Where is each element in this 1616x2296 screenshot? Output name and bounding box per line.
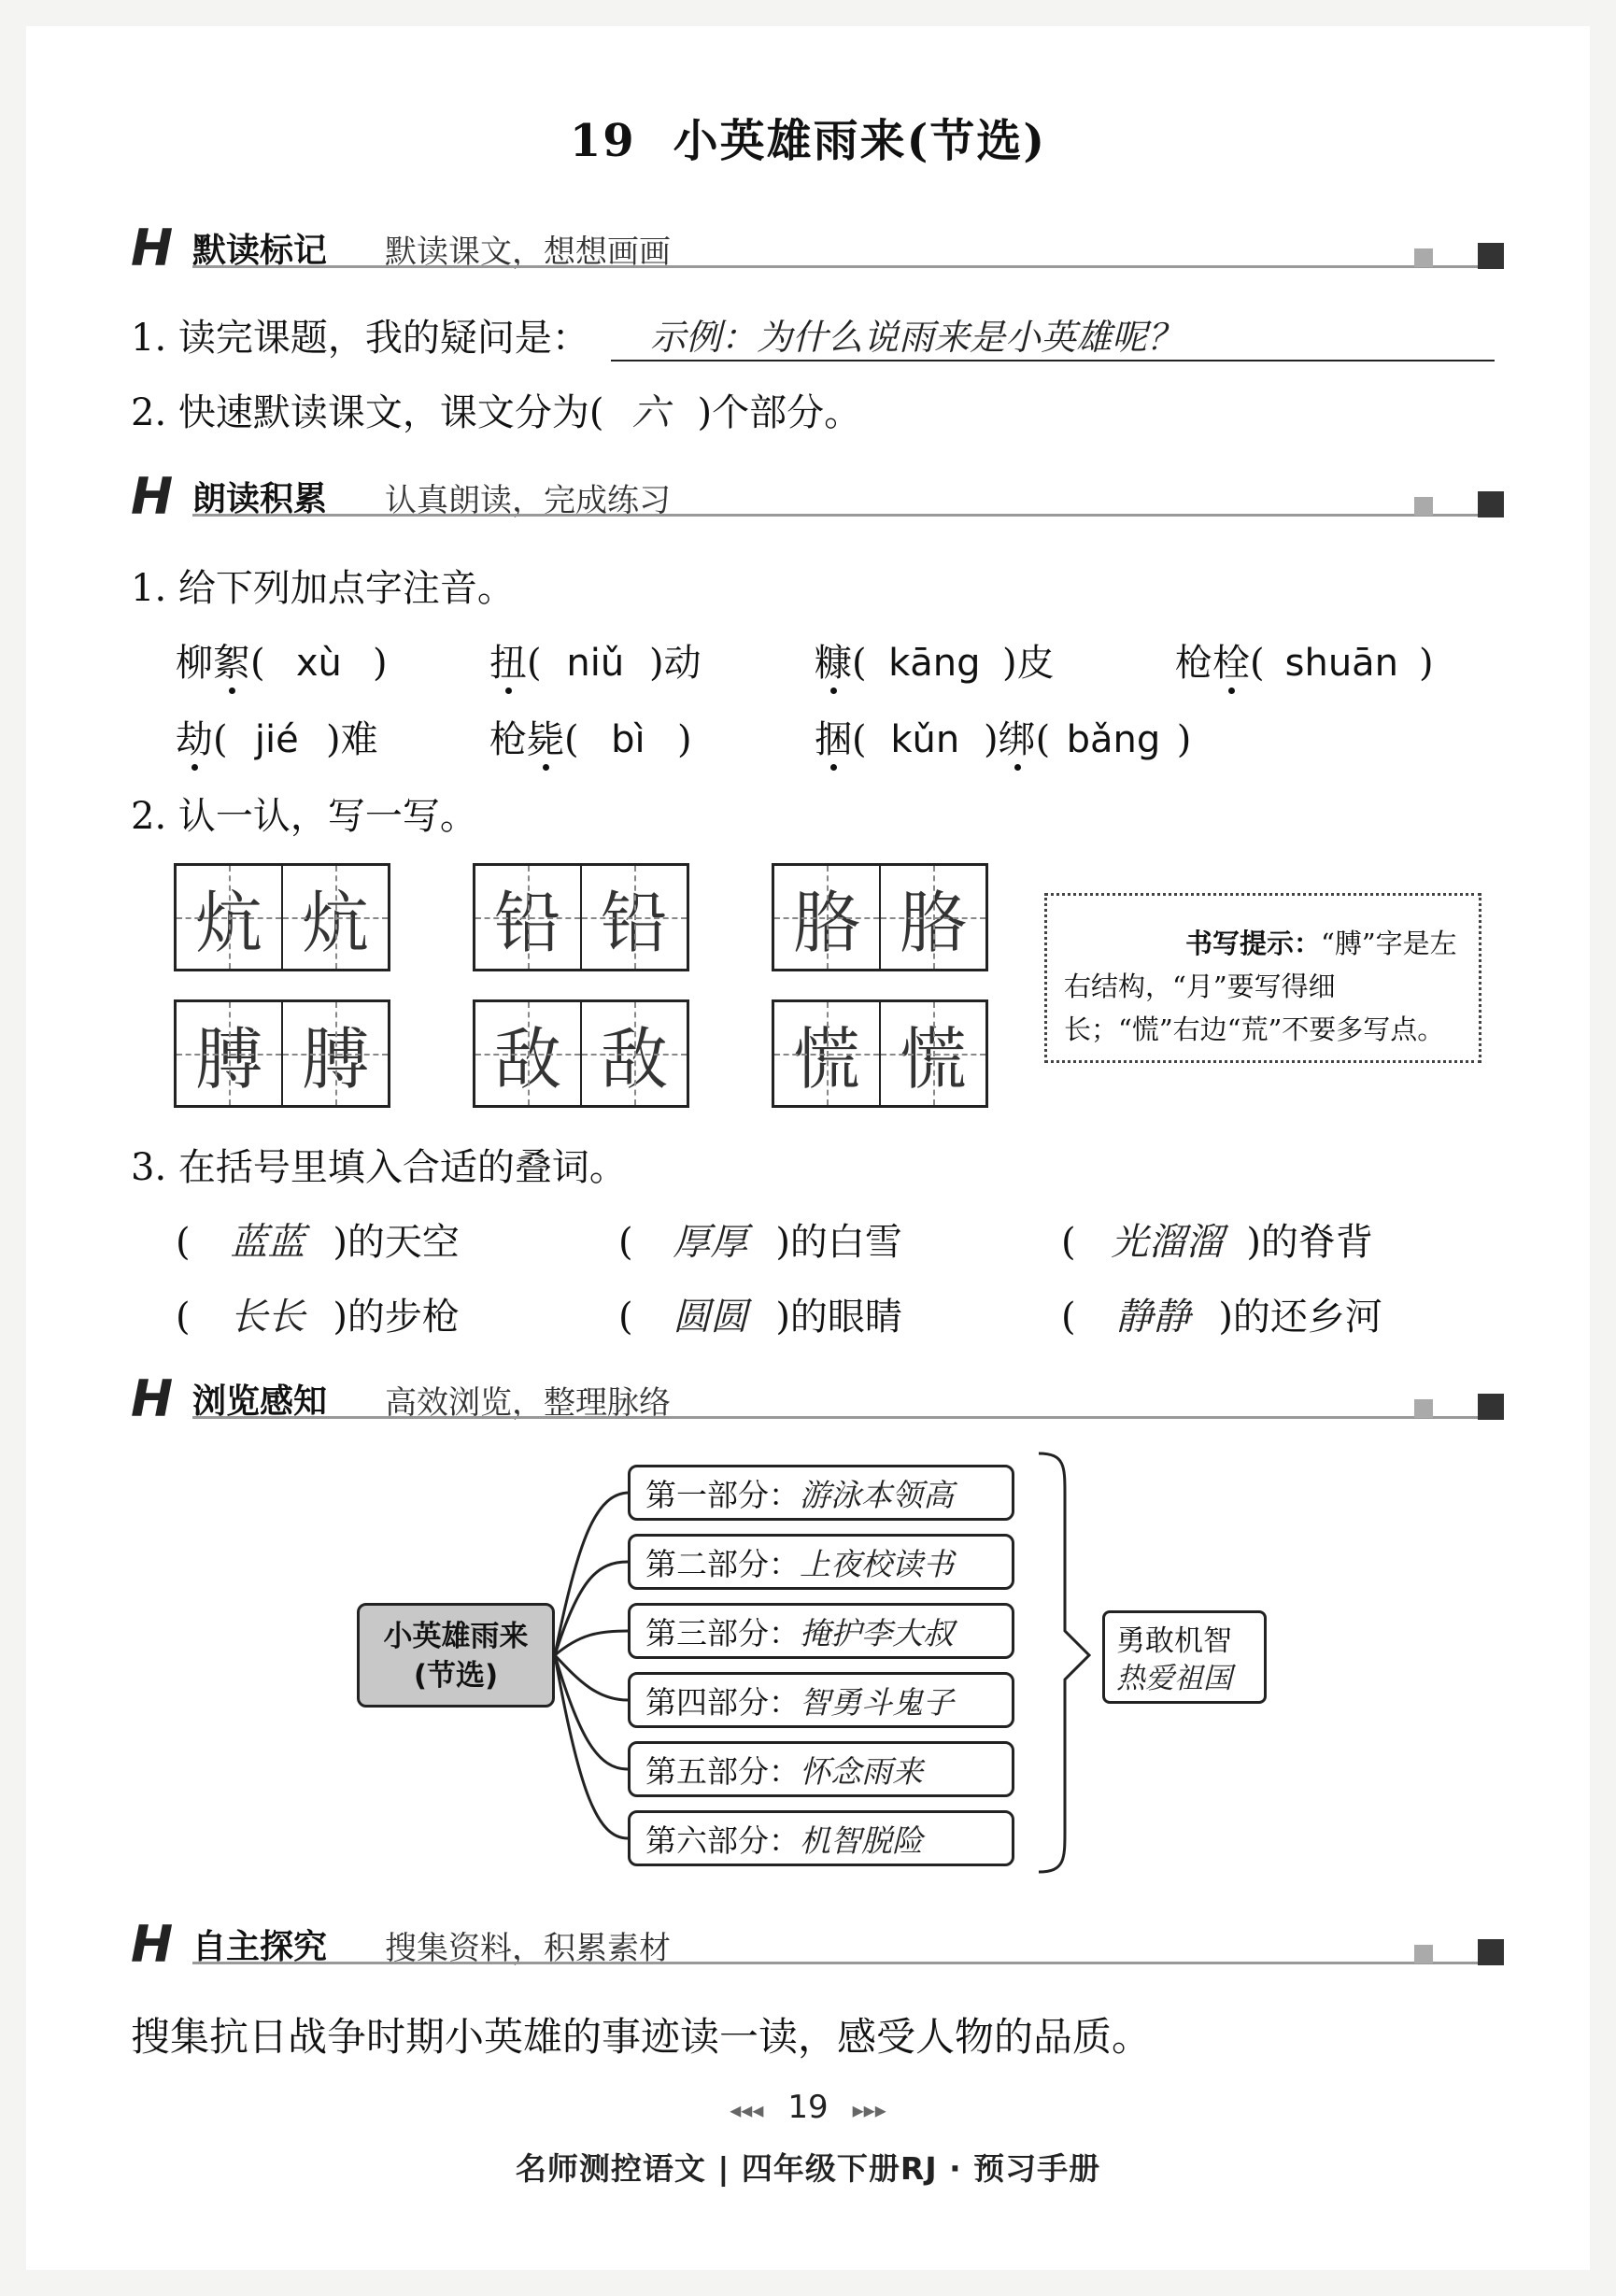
reduplication-answer[interactable]: 厚厚 — [673, 1221, 748, 1264]
char-grid[interactable]: 铅 铅 — [473, 863, 689, 971]
next-arrows-icon: ▸▸▸ — [852, 2097, 886, 2123]
writing-question-label: 2. 认一认，写一写。 — [131, 795, 477, 838]
mindmap-part-node: 第一部分：游泳本领高 — [628, 1465, 1014, 1521]
mindmap-summary-node[interactable]: 勇敢机智 热爱祖国 — [1102, 1610, 1267, 1704]
reduplication-item: ( 厚厚 )的白雪 — [618, 1212, 902, 1266]
pinyin-item: 糠( kāng )皮 — [815, 633, 1055, 687]
explore-task-text: 搜集抗日战争时期小英雄的事迹读一读，感受人物的品质。 — [131, 2014, 1152, 2060]
section-title: 浏览感知 — [192, 1382, 328, 1421]
page-number-bar — [0, 2089, 1616, 2126]
section-header-explore — [131, 1911, 1504, 1974]
section-subtitle: 认真朗读，完成练习 — [385, 482, 671, 519]
section-logo-icon: H — [131, 467, 174, 526]
reduplication-item: ( 蓝蓝 )的天空 — [176, 1212, 460, 1266]
reduplication-answer[interactable]: 蓝蓝 — [230, 1221, 305, 1264]
mindmap-part-answer[interactable]: 智勇斗鬼子 — [800, 1684, 954, 1721]
reduplication-answer[interactable]: 光溜溜 — [1111, 1221, 1224, 1264]
reduplication-item: ( 静静 )的还乡河 — [1061, 1287, 1382, 1340]
page-title: 19 小英雄雨来(节选) — [569, 115, 1047, 167]
book-title-footer: 名师测控语文 | 四年级下册RJ · 预习手册 — [515, 2150, 1101, 2187]
section-logo-icon: H — [131, 1369, 174, 1428]
mindmap-part-node: 第五部分：怀念雨来 — [628, 1741, 1014, 1797]
reduplication-item: ( 圆圆 )的眼睛 — [618, 1287, 902, 1340]
pinyin-answer[interactable]: xù — [295, 642, 342, 685]
question-2-line: 2. 快速默读课文，课文分为( 六 )个部分。 — [131, 383, 861, 436]
decor-square-icon — [1478, 1939, 1504, 1965]
section-title: 默读标记 — [192, 232, 328, 270]
tip-title: 书写提示： — [1185, 928, 1322, 959]
section-subtitle: 默读课文，想想画画 — [385, 234, 671, 271]
question-1-label: 1. 读完课题，我的疑问是： — [131, 317, 589, 360]
pinyin-answer[interactable]: bǎng — [1066, 718, 1161, 761]
pinyin-answer[interactable]: jié — [254, 718, 299, 761]
section-subtitle: 搜集资料，积累素材 — [385, 1930, 671, 1967]
page-number: 19 — [787, 2089, 829, 2126]
section-divider — [192, 1962, 1504, 1964]
section-logo-icon: H — [131, 219, 174, 277]
pinyin-item: 劫( jié )难 — [176, 710, 378, 763]
pinyin-answer[interactable]: niǔ — [566, 642, 625, 685]
reduplication-answer[interactable]: 长长 — [230, 1296, 305, 1339]
pinyin-item: 扭( niǔ )动 — [489, 633, 702, 687]
section-title: 朗读积累 — [192, 480, 328, 518]
pinyin-item: 柳絮( xù ) — [176, 633, 388, 687]
char-grid[interactable]: 膊 膊 — [174, 999, 390, 1108]
reduplication-question-label: 3. 在括号里填入合适的叠词。 — [131, 1146, 627, 1189]
reduplication-item: ( 光溜溜 )的脊背 — [1061, 1212, 1373, 1266]
mindmap-part-answer[interactable]: 上夜校读书 — [800, 1546, 954, 1582]
mindmap-part-answer[interactable]: 怀念雨来 — [800, 1753, 923, 1790]
mindmap-part-node: 第四部分：智勇斗鬼子 — [628, 1672, 1014, 1728]
decor-square-icon — [1414, 1945, 1433, 1963]
pinyin-answer[interactable]: shuān — [1284, 642, 1399, 685]
tip-text: “膊”字是左右结构，“月”要写得细长；“慌”右边“荒”不要多写点。 — [1064, 928, 1457, 1045]
pinyin-answer[interactable]: kǔn — [890, 718, 960, 761]
char-grid[interactable]: 胳 胳 — [772, 863, 988, 971]
question-2-answer[interactable]: 六 — [631, 391, 670, 434]
mindmap-center-node: 小英雄雨来 (节选) — [357, 1603, 555, 1708]
mindmap-part-node: 第三部分：掩护李大叔 — [628, 1603, 1014, 1659]
section-logo-icon: H — [131, 1915, 174, 1974]
section-title: 自主探究 — [192, 1928, 328, 1966]
pinyin-item: 枪栓( shuān ) — [1175, 633, 1434, 687]
mindmap-part-answer[interactable]: 掩护李大叔 — [800, 1615, 954, 1651]
char-grid[interactable]: 敌 敌 — [473, 999, 689, 1108]
reduplication-item: ( 长长 )的步枪 — [176, 1287, 460, 1340]
mindmap-part-answer[interactable]: 机智脱险 — [800, 1822, 923, 1859]
reduplication-answer[interactable]: 静静 — [1115, 1296, 1191, 1339]
prev-arrows-icon: ◂◂◂ — [730, 2097, 764, 2123]
pinyin-item: 枪毙( bì ) — [489, 710, 692, 763]
pinyin-question-label: 1. 给下列加点字注音。 — [131, 567, 515, 610]
mindmap-part-node: 第六部分：机智脱险 — [628, 1810, 1014, 1866]
question-1-answer-field[interactable]: 示例：为什么说雨来是小英雄呢？ — [611, 308, 1495, 361]
pinyin-answer[interactable]: bì — [611, 718, 645, 761]
pinyin-item: 捆( kǔn )绑( bǎng ) — [815, 710, 1191, 763]
char-grid[interactable]: 炕 炕 — [174, 863, 390, 971]
reduplication-answer[interactable]: 圆圆 — [673, 1296, 748, 1339]
section-subtitle: 高效浏览，整理脉络 — [385, 1384, 671, 1422]
mindmap-part-node: 第二部分：上夜校读书 — [628, 1534, 1014, 1590]
pinyin-answer[interactable]: kāng — [888, 642, 981, 685]
char-grid[interactable]: 慌 慌 — [772, 999, 988, 1108]
mindmap-part-answer[interactable]: 游泳本领高 — [800, 1477, 954, 1513]
